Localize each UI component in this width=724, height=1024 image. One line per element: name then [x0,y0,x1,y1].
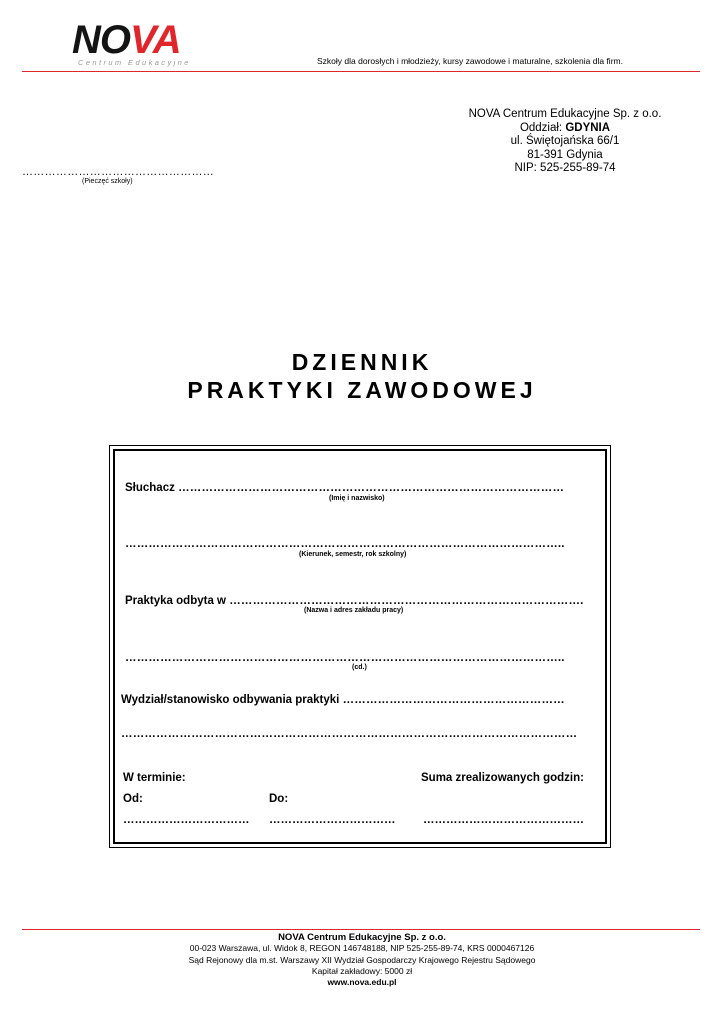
header-tagline: Szkoły dla dorosłych i młodzieży, kursy zawodowe i maturalne, szkolenia dla firm. [317,56,623,66]
hours-field[interactable]: …………………………………… [423,814,584,826]
footer-court: Sąd Rejonowy dla m.st. Warszawy XII Wydział Gospodarczy Krajowego Rejestru Sądowego [188,954,536,965]
footer-divider [22,929,700,930]
department-row-2 [121,728,577,740]
branch-address [440,108,690,176]
department-row [121,694,565,706]
internship-place-field[interactable]: ………………………………………………………………………………. [229,595,584,607]
internship-row [125,595,584,607]
footer-capital: Kapitał zakładowy: 5000 zł [311,965,413,976]
student-row [125,482,564,494]
branch-name: GDYNIA [565,121,611,134]
branch-company: NOVA Centrum Edukacyjne Sp. z o.o. [468,108,662,120]
department-label: Wydział/stanowisko odbywania praktyki [121,694,340,706]
internship-hint: (Nazwa i adres zakładu pracy) [304,607,404,614]
logo-text-accent: VA [130,18,181,62]
department-field[interactable]: ………………………………………………… [342,694,565,706]
term-label: W terminie: [123,772,186,784]
document-title-line1: DZIENNIK [291,349,433,375]
company-logo [72,20,202,68]
branch-line [440,122,690,136]
footer-address: 00-023 Warszawa, ul. Widok 8, REGON 146748188, NIP 525-255-89-74, KRS 0000467126 [189,943,535,954]
to-date-field[interactable]: …………………………… [269,814,396,826]
hours-label: Suma zrealizowanych godzin: [421,772,584,784]
branch-street: ul. Świętojańska 66/1 [510,135,620,148]
internship-label: Praktyka odbyta w [125,595,226,607]
stamp-placeholder: …………………………………………… [22,166,215,178]
continuation-row [125,652,565,664]
header-divider [22,71,700,72]
from-date-field[interactable]: …………………………… [123,814,250,826]
stamp-label: (Pieczęć szkoły) [82,178,133,185]
student-hint: (Imię i nazwisko) [329,495,385,502]
logo-subtitle: Centrum Edukacyjne [78,58,191,67]
student-name-field[interactable]: ……………………………………………………………………………………… [178,482,565,494]
logo-wordmark [72,20,181,60]
continuation-hint: (cd.) [352,664,367,671]
department-field-2[interactable]: ……………………………………………………………………………………………………… [121,728,578,740]
branch-city: 81-391 Gdynia [527,148,603,161]
course-field[interactable]: ………………………………………………………………………………………………….. [125,538,565,550]
to-label: Do: [269,793,289,805]
continuation-field[interactable]: ………………………………………………………………………………………………….. [125,652,565,664]
student-label: Słuchacz [125,482,175,494]
footer [0,932,724,988]
form-frame-inner [113,449,607,844]
document-title-line2: PRAKTYKI ZAWODOWEJ [187,377,537,403]
footer-website[interactable]: www.nova.edu.pl [327,977,397,988]
branch-prefix: Oddział: [519,121,566,134]
logo-text-main: NO [72,18,130,62]
course-hint: (Kierunek, semestr, rok szkolny) [299,551,407,558]
course-row [125,538,565,550]
from-label: Od: [123,793,143,805]
branch-nip: NIP: 525-255-89-74 [514,162,616,175]
footer-company: NOVA Centrum Edukacyjne Sp. z o.o. [278,932,446,943]
